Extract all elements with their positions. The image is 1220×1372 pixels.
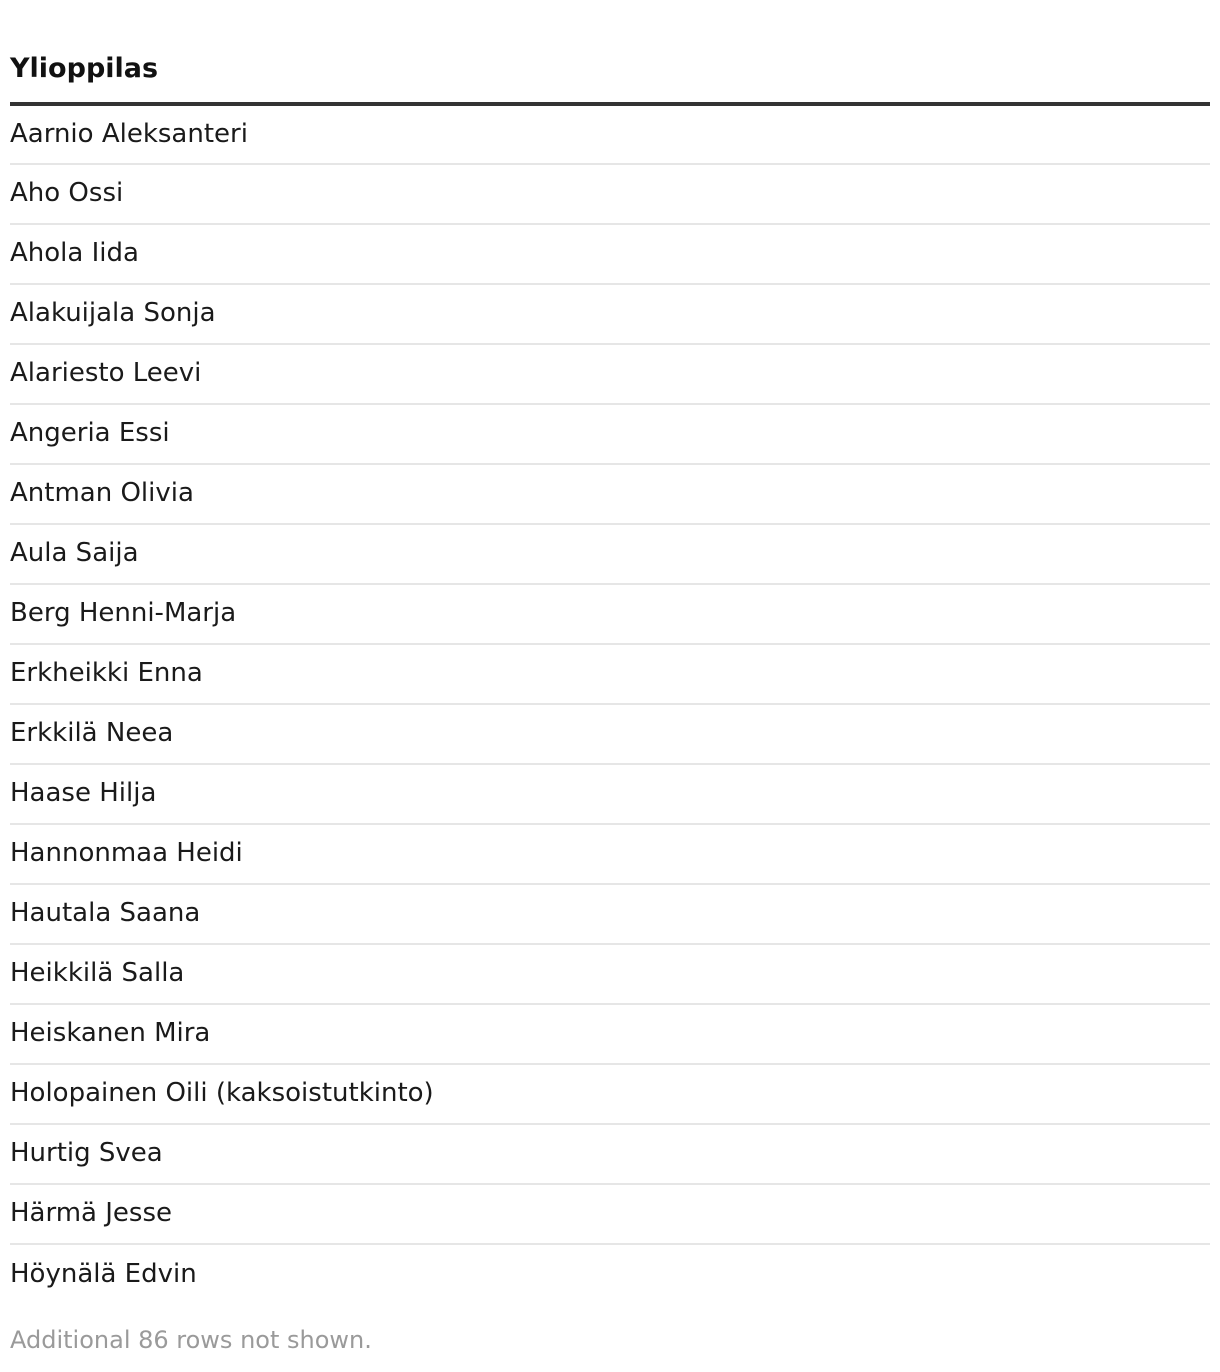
table-row — [10, 284, 1210, 344]
table-cell: Alariesto Leevi — [10, 344, 1210, 404]
table-cell: Hautala Saana — [10, 884, 1210, 944]
table-cell: Alakuijala Sonja — [10, 284, 1210, 344]
table-row — [10, 164, 1210, 224]
table-cell: Heiskanen Mira — [10, 1004, 1210, 1064]
table-cell: Höynälä Edvin — [10, 1258, 197, 1289]
table-row — [10, 404, 1210, 464]
table-row — [10, 764, 1210, 824]
table-cell: Hannonmaa Heidi — [10, 824, 1210, 884]
table-row — [10, 884, 1210, 944]
table-row — [10, 584, 1210, 644]
table-row — [10, 524, 1210, 584]
table-row — [10, 824, 1210, 884]
table-cell: Holopainen Oili (kaksoistutkinto) — [10, 1064, 1210, 1124]
table-row — [10, 104, 1210, 164]
table-cell: Härmä Jesse — [10, 1184, 1210, 1244]
table-cell: Aho Ossi — [10, 164, 1210, 224]
table-cell: Ahola Iida — [10, 224, 1210, 284]
table-cell: Heikkilä Salla — [10, 944, 1210, 1004]
results-table-container — [10, 0, 1210, 1304]
table-cell: Aula Saija — [10, 524, 1210, 584]
results-table — [10, 0, 1210, 1304]
table-row — [10, 1244, 1210, 1304]
table-row — [10, 1064, 1210, 1124]
rows-not-shown-note: Additional 86 rows not shown. — [10, 1326, 372, 1354]
table-row — [10, 944, 1210, 1004]
table-row — [10, 644, 1210, 704]
table-header-row — [10, 0, 1210, 104]
table-row — [10, 1004, 1210, 1064]
table-row — [10, 224, 1210, 284]
table-row — [10, 464, 1210, 524]
table-row — [10, 1124, 1210, 1184]
table-cell: Aarnio Aleksanteri — [10, 104, 1210, 164]
table-row — [10, 344, 1210, 404]
table-cell: Angeria Essi — [10, 404, 1210, 464]
table-row — [10, 704, 1210, 764]
column-header-ylioppilas[interactable]: Ylioppilas — [10, 0, 1210, 104]
table-cell: Berg Henni-Marja — [10, 584, 1210, 644]
table-cell: Erkheikki Enna — [10, 644, 1210, 704]
table-cell: Antman Olivia — [10, 464, 1210, 524]
table-cell: Erkkilä Neea — [10, 704, 1210, 764]
table-cell: Haase Hilja — [10, 764, 1210, 824]
table-cell: Hurtig Svea — [10, 1124, 1210, 1184]
table-row — [10, 1184, 1210, 1244]
